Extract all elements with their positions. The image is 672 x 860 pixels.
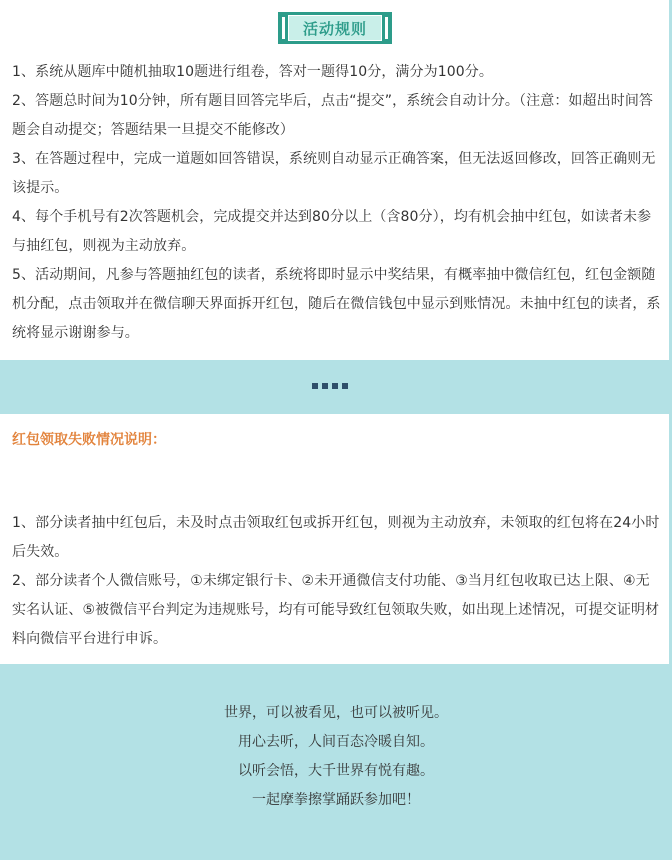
footer-line: 用心去听，人间百态冷暖自知。 xyxy=(238,734,434,750)
badge-left-ornament-icon xyxy=(282,17,285,39)
failure-section xyxy=(0,414,672,664)
failure-item: 1、部分读者抽中红包后，未及时点击领取红包或拆开红包，则视为主动放弃，未领取的红包将在24小时后失效。 xyxy=(12,515,660,560)
footer-line: 世界，可以被看见，也可以被听见。 xyxy=(224,705,448,721)
footer-line: 一起摩拳擦掌踊跃参加吧！ xyxy=(252,792,420,808)
header xyxy=(0,0,672,58)
title-badge xyxy=(278,12,392,44)
rule-item: 2、答题总时间为10分钟，所有题目回答完毕后，点击“提交”，系统会自动计分。（注意：如超出时间答题会自动提交；答题结果一旦提交不能修改） xyxy=(12,93,654,138)
rules-section xyxy=(0,0,672,360)
failure-list xyxy=(12,509,662,654)
rule-item: 3、在答题过程中，完成一道题如回答错误，系统则自动显示正确答案，但无法返回修改，回答正确则无该提示。 xyxy=(12,151,656,196)
failure-item: 2、部分读者个人微信账号，①未绑定银行卡、②未开通微信支付功能、③当月红包收取已达上限、④无实名认证、⑤被微信平台判定为违规账号，均有可能导致红包领取失败，如出现上述情况，可提交证明材料向微信平台进行申诉。 xyxy=(12,573,660,647)
rule-item: 4、每个手机号有2次答题机会，完成提交并达到80分以上（含80分），均有机会抽中红包，如读者未参与抽红包，则视为主动放弃。 xyxy=(12,209,652,254)
footer-line: 以听会悟，大千世界有悦有趣。 xyxy=(238,763,434,779)
divider-dots-icon xyxy=(312,383,348,389)
failure-title: 红包领取失败情况说明： xyxy=(12,432,166,448)
badge-right-ornament-icon xyxy=(385,17,388,39)
rule-item: 1、系统从题库中随机抽取10题进行组卷，答对一题得10分，满分为100分。 xyxy=(12,64,493,80)
page-title: 活动规则 xyxy=(288,15,382,41)
divider-band xyxy=(0,360,672,414)
rule-item: 5、活动期间，凡参与答题抽红包的读者，系统将即时显示中奖结果，有概率抽中微信红包，红包金额随机分配，点击领取并在微信聊天界面拆开红包，随后在微信钱包中显示到账情况。未抽中红包的读者，系统将显示谢谢参与。 xyxy=(12,267,661,341)
rules-list xyxy=(0,58,672,348)
footer-band xyxy=(0,664,672,860)
